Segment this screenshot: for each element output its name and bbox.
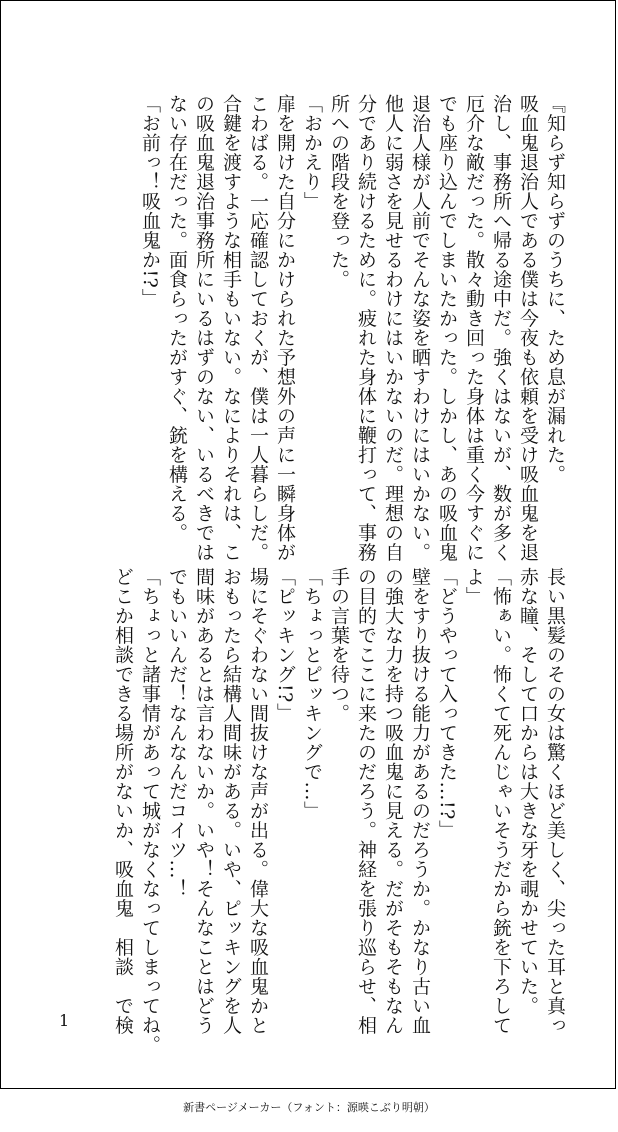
text-line: よ」 <box>463 567 485 606</box>
text-line: 「おかえり」 <box>301 94 323 211</box>
text-line: 場にそぐわない間抜けな声が出る。偉大な吸血鬼かと <box>247 567 269 1035</box>
text-line: 他人に弱さを見せるわけにはいかないのだ。理想の自 <box>382 94 404 562</box>
text-line: 「どうやって入ってきた…!?」 <box>436 567 458 840</box>
text-line: でもいいんだ！なんなんだコイツ…！ <box>166 567 188 899</box>
text-line: 「お前っ！吸血鬼か!?」 <box>139 94 161 308</box>
text-line: 「怖ぁい。怖くて死んじゃいそうだから銃を下ろして <box>490 567 512 1035</box>
text-line: 分であり続けるために。疲れた身体に鞭打って、事務 <box>355 94 377 562</box>
text-line: どこか相談できる場所がないか、吸血鬼 相談 で検 <box>112 567 134 1035</box>
page-number: 1 <box>59 1011 70 1030</box>
text-line: 吸血鬼退治人である僕は今夜も依頼を受け吸血鬼を退 <box>517 94 539 562</box>
text-line: 赤な瞳、そして口からは大きな牙を覗かせていた。 <box>517 567 539 1016</box>
text-line: 退治人様が人前でそんな姿を晒すわけにはいかない。 <box>409 94 431 562</box>
text-line: ない存在だった。面食らったがすぐ、銃を構える。 <box>166 94 188 543</box>
footer-credit: 新書ページメーカー（フォント：源暎こぶり明朝） <box>183 1101 435 1114</box>
text-line: 壁をすり抜ける能力があるのだろうか。かなり古い血 <box>409 567 431 1035</box>
lower-text-block <box>109 567 568 1055</box>
text-line: 所への階段を登った。 <box>328 94 350 289</box>
text-line: 「ピッキング!?」 <box>274 567 296 723</box>
text-line: 『知らず知らずのうちに、ため息が漏れた。 <box>544 94 566 484</box>
text-line: 「ちょっと諸事情があって城がなくなってしまってね。 <box>139 567 161 1055</box>
text-line: 合鍵を渡すような相手もいない。なによりそれは、こ <box>220 94 242 562</box>
text-line: 手の言葉を待つ。 <box>328 567 350 723</box>
text-line: 間味があるとは言わないか。いや！そんなことはどう <box>193 567 215 1035</box>
text-line: でも座り込んでしまいたかった。しかし、あの吸血鬼 <box>436 94 458 562</box>
text-line: の吸血鬼退治事務所にいるはずのない、いるべきでは <box>193 94 215 562</box>
text-line: の強大な力を持つ吸血鬼に見える。だがそもそもなん <box>382 567 404 1035</box>
text-line: の目的でここに来たのだろう。神経を張り巡らせ、相 <box>355 567 377 1035</box>
text-line: こわばる。一応確認しておくが、僕は一人暮らしだ。 <box>247 94 269 562</box>
text-line: 「ちょっとピッキングで…」 <box>301 567 323 821</box>
text-line: おもったら結構人間味がある。いや、ピッキングを人 <box>220 567 242 1035</box>
text-line: 長い黒髪のその女は驚くほど美しく、尖った耳と真っ <box>544 567 566 1035</box>
text-line: 扉を開けた自分にかけられた予想外の声に一瞬身体が <box>274 94 296 562</box>
text-line: 厄介な敵だった。散々動き回った身体は重く今すぐに <box>463 94 485 562</box>
text-line: 治し、事務所へ帰る途中だ。強くはないが、数が多く <box>490 94 512 562</box>
upper-text-block <box>136 94 568 564</box>
